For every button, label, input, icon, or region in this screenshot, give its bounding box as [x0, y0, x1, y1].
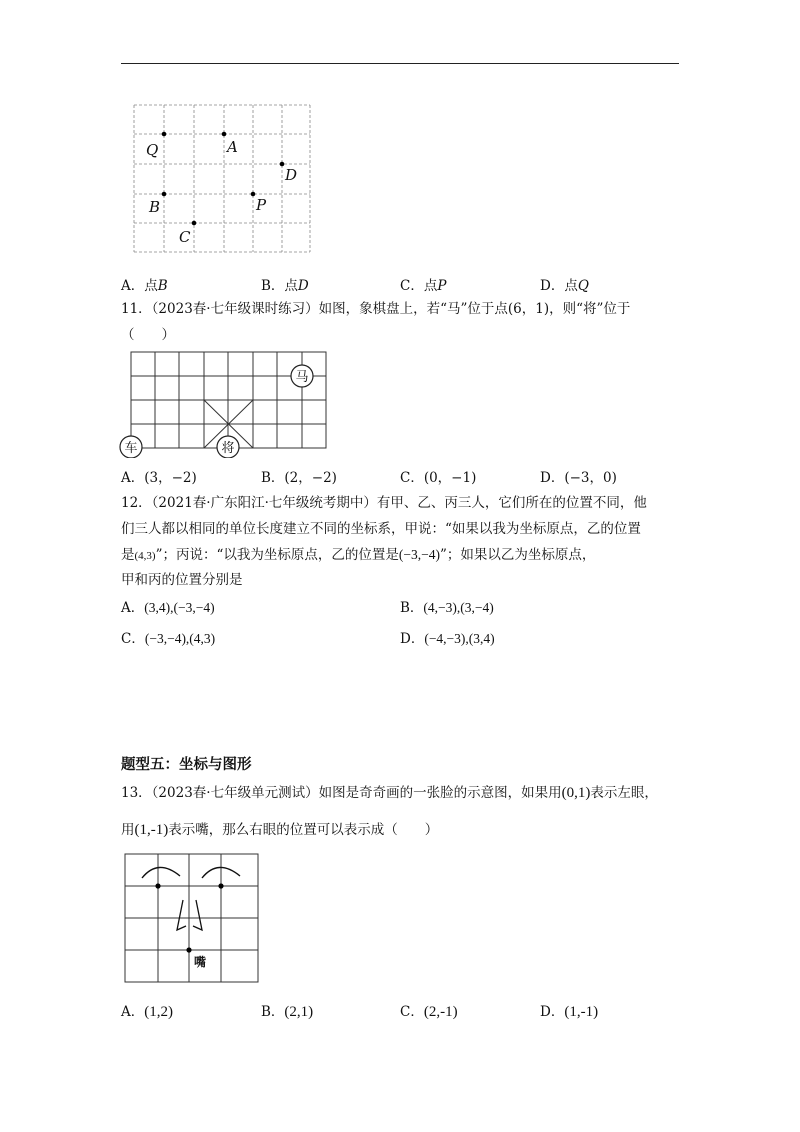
- piece-che: [120, 436, 142, 458]
- left-eye-dot: [155, 883, 160, 888]
- piece-ma: [291, 365, 313, 387]
- left-eyebrow: [142, 867, 180, 878]
- q12-question-line1: 12．（2021春·广东阳江·七年级统考期中）有甲、乙、丙三人，它们所在的位置不同，他: [121, 495, 647, 511]
- q12-question-line4: 甲和丙的位置分别是: [121, 572, 243, 588]
- point-d-label: D: [285, 166, 298, 184]
- q11-option-c[interactable]: C．(0，−1): [400, 470, 477, 486]
- q13-face-figure: [118, 848, 263, 988]
- piece-ma-label: 马: [295, 370, 309, 385]
- point-c-label: C: [179, 228, 191, 246]
- point-p-dot: [251, 192, 256, 197]
- q12-coord-1: (4,3): [134, 550, 156, 562]
- q10-option-a[interactable]: A．点B: [121, 278, 168, 294]
- q12-option-c[interactable]: C．(−3,−4),(4,3): [121, 631, 216, 647]
- point-a-label: A: [227, 138, 238, 156]
- piece-che-label: 车: [124, 441, 138, 456]
- q10-option-d[interactable]: D．点Q: [540, 278, 589, 294]
- q11-chessboard-figure: [118, 348, 333, 458]
- point-q-label: Q: [146, 141, 159, 159]
- point-c-dot: [192, 221, 197, 226]
- q12-question-line3: 是(4,3)”；丙说：“以我为坐标原点，乙的位置是(−3,−4)”；如果以乙为坐标原点，: [121, 547, 596, 563]
- mouth-dot: [186, 947, 191, 952]
- q12-coord-2: (−3,−4): [398, 547, 440, 562]
- q12-question-line2: 们三人都以相同的单位长度建立不同的坐标系，甲说：“如果以我为坐标原点，乙的位置: [121, 521, 641, 537]
- q13-question-line1: 13．（2023春·七年级单元测试）如图是奇奇画的一张脸的示意图，如果用(0,1)表示左眼，: [121, 785, 658, 801]
- q10-grid-figure: [130, 100, 316, 260]
- right-eye-dot: [218, 883, 223, 888]
- header-rule: [121, 63, 679, 64]
- q11-question-line1: 11．（2023春·七年级课时练习）如图，象棋盘上，若“马”位于点(6，1)，则“将”位于: [121, 301, 631, 317]
- point-b-dot: [162, 192, 167, 197]
- point-d-dot: [280, 162, 285, 167]
- q13-option-c[interactable]: C．(2,-1): [400, 1004, 458, 1020]
- q11-option-b[interactable]: B．(2，−2): [261, 470, 337, 486]
- q13-option-b[interactable]: B．(2,1): [261, 1004, 314, 1020]
- q12-option-d[interactable]: D．(−4,−3),(3,4): [400, 631, 495, 647]
- q11-option-a[interactable]: A．(3，−2): [121, 470, 197, 486]
- q13-option-d[interactable]: D．(1,-1): [540, 1004, 599, 1020]
- section-title: 题型五：坐标与图形: [121, 757, 252, 773]
- q10-option-b[interactable]: B．点D: [261, 278, 309, 294]
- point-p-label: P: [256, 196, 267, 214]
- q12-option-a[interactable]: A．(3,4),(−3,−4): [121, 600, 215, 616]
- q12-option-b[interactable]: B．(4,−3),(3,−4): [400, 600, 494, 616]
- point-q-dot: [162, 132, 167, 137]
- point-b-label: B: [149, 198, 161, 216]
- point-a-dot: [222, 132, 227, 137]
- q13-option-a[interactable]: A．(1,2): [121, 1004, 173, 1020]
- mouth-label: 嘴: [194, 955, 207, 969]
- piece-jiang: [217, 436, 239, 458]
- q13-coord-left-eye: (0,1): [561, 785, 591, 801]
- q11-option-d[interactable]: D．(−3，0): [540, 470, 617, 486]
- piece-jiang-label: 将: [221, 441, 235, 456]
- q13-coord-mouth: (1,-1): [134, 822, 169, 838]
- q13-question-line2: 用(1,-1)表示嘴，那么右眼的位置可以表示成（ ）: [121, 822, 439, 838]
- q10-option-c[interactable]: C．点P: [400, 278, 447, 294]
- q11-question-line2: （ ）: [121, 327, 175, 343]
